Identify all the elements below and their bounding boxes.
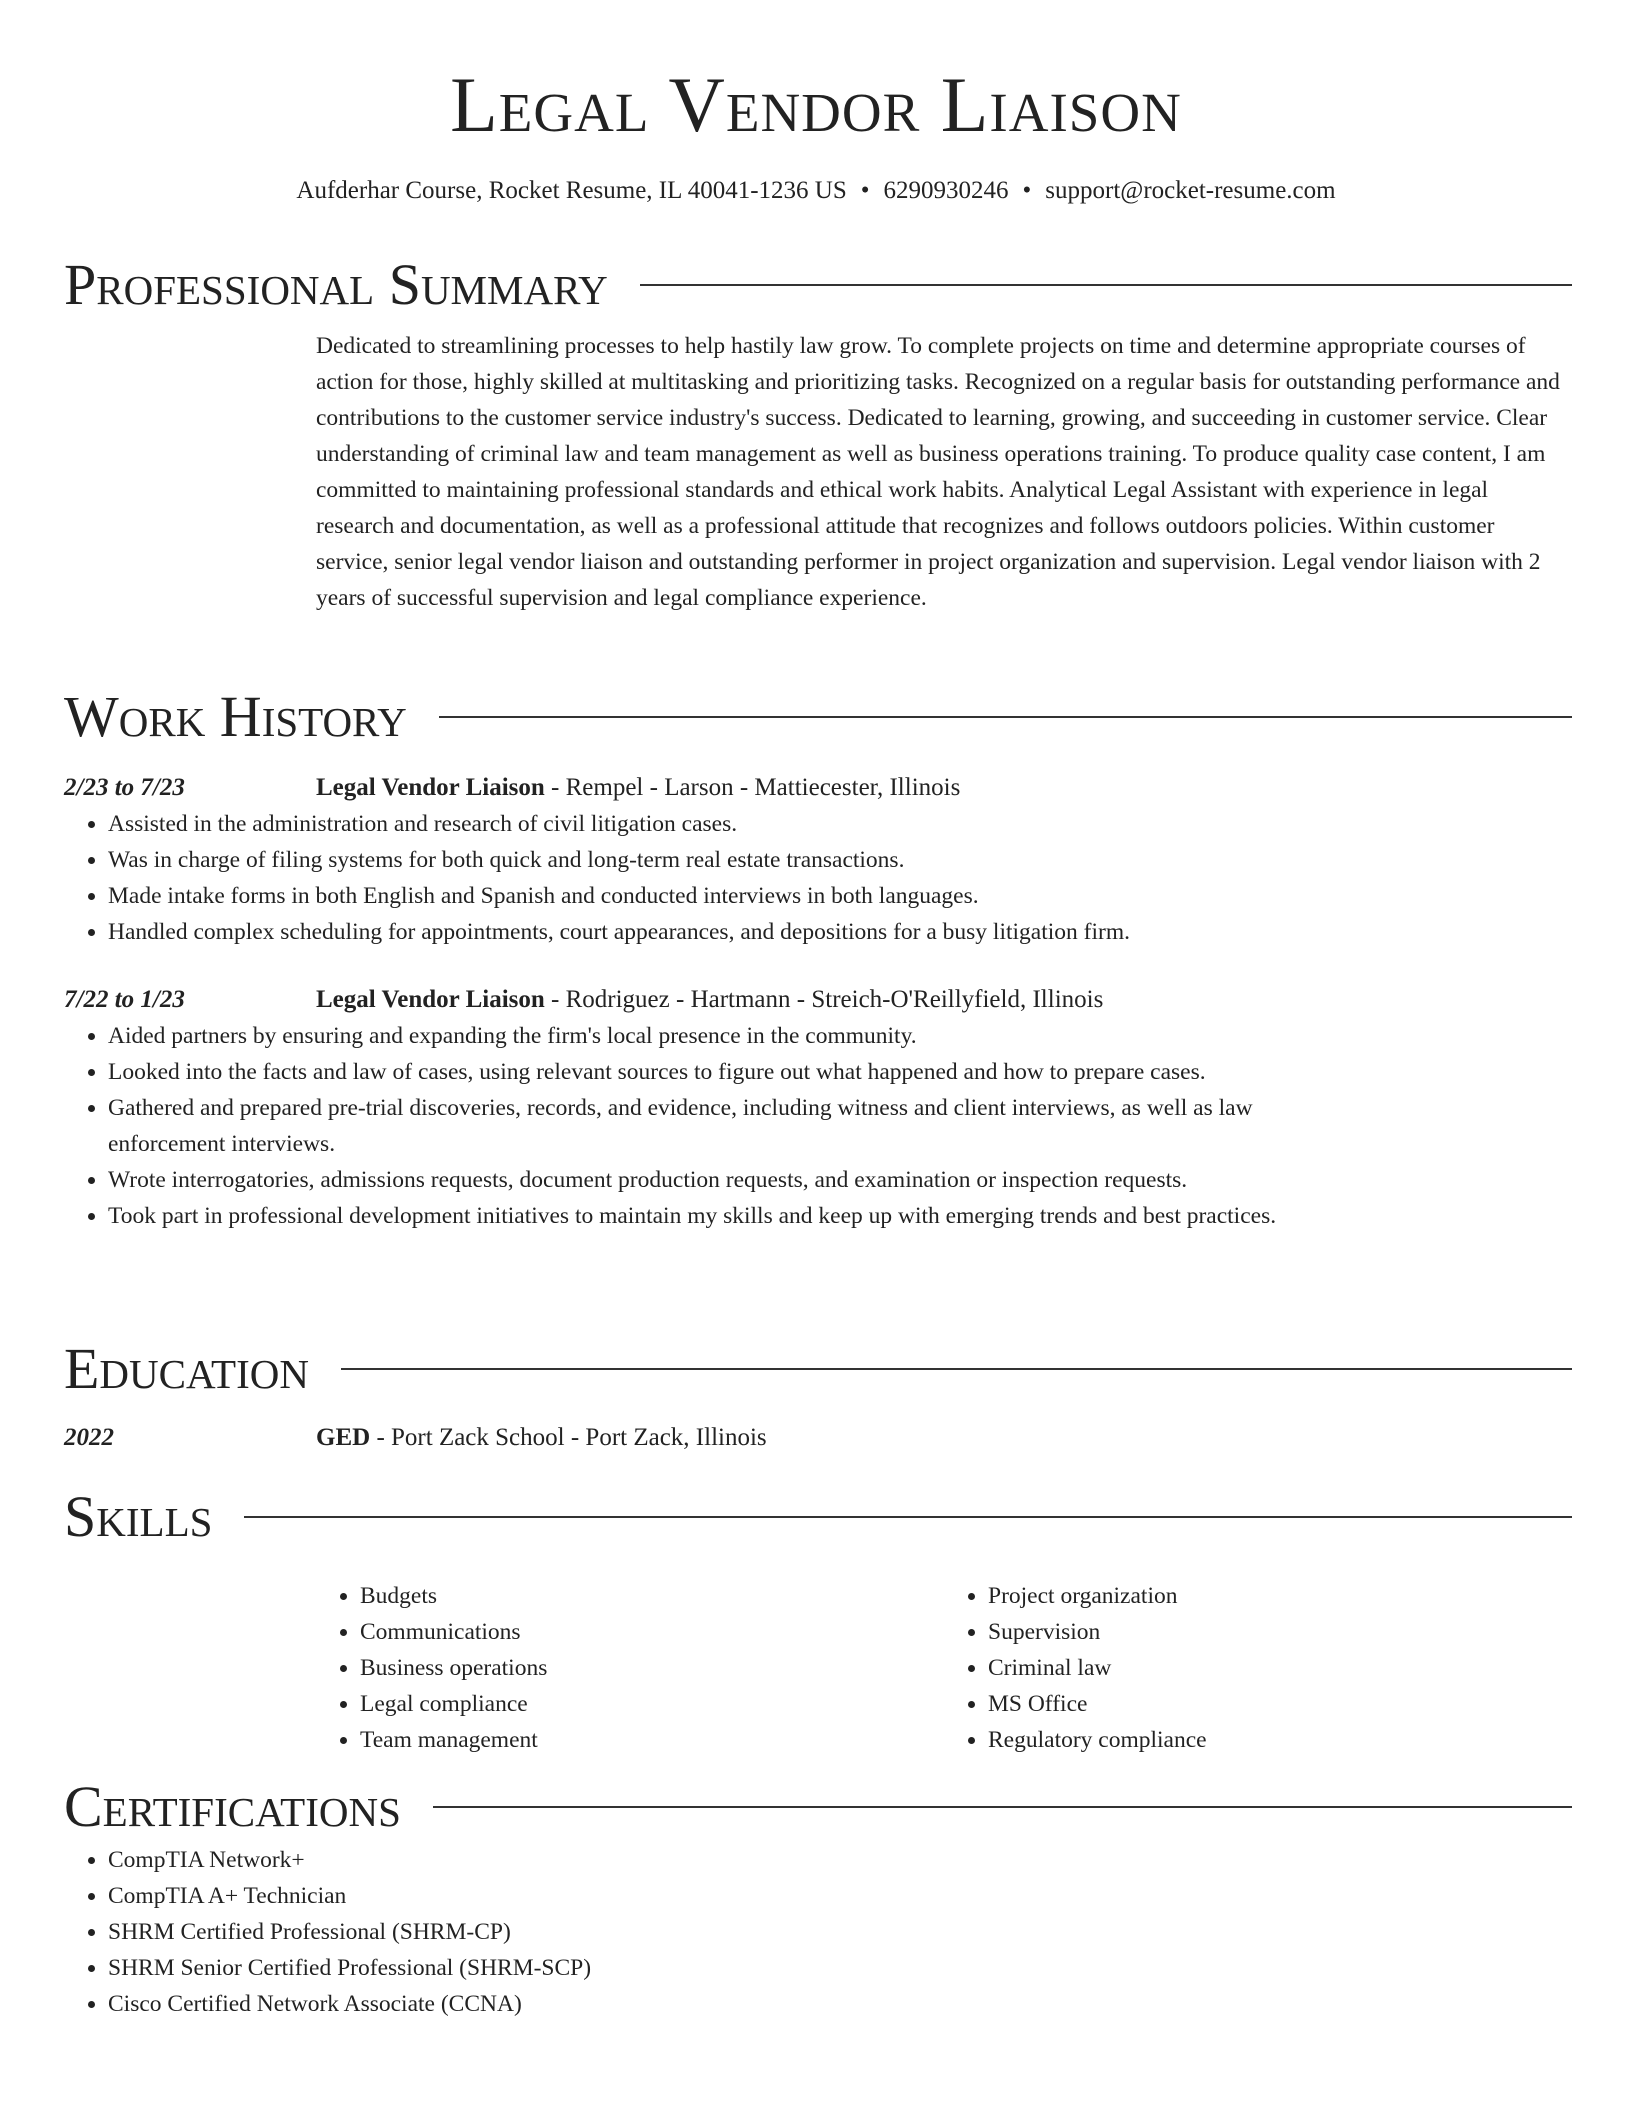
job-dates: 7/22 to 1/23 <box>64 986 185 1013</box>
skill-item: • Business operations <box>360 1650 944 1686</box>
summary-heading-row <box>64 250 1572 320</box>
certification-item: • SHRM Certified Professional (SHRM-CP) <box>108 1914 1572 1950</box>
education-year: 2022 <box>64 1424 114 1451</box>
job-title: Legal Vendor Liaison <box>316 774 545 801</box>
job-bullet: • Gathered and prepared pre-trial discoveries, records, and evidence, including witness and client interviews, as well as law enforcement interviews. <box>108 1090 1320 1162</box>
job-bullet-list <box>64 806 1572 950</box>
certification-item: • SHRM Senior Certified Professional (SHRM-SCP) <box>108 1950 1572 1986</box>
section-divider <box>439 716 1572 718</box>
summary-section <box>64 250 1572 616</box>
job-bullet: • Made intake forms in both English and Spanish and conducted interviews in both languages. <box>108 878 1572 914</box>
skill-item: • Regulatory compliance <box>988 1722 1572 1758</box>
skill-item: • Criminal law <box>988 1650 1572 1686</box>
job-bullet: • Assisted in the administration and research of civil litigation cases. <box>108 806 1572 842</box>
education-heading-line <box>316 1420 1572 1456</box>
skills-heading-row <box>64 1482 1572 1552</box>
skill-item: • Legal compliance <box>360 1686 944 1722</box>
section-divider <box>244 1516 1572 1518</box>
certification-item: • CompTIA A+ Technician <box>108 1878 1572 1914</box>
work-history-heading-row <box>64 682 1572 752</box>
job-title: Legal Vendor Liaison <box>316 986 545 1013</box>
section-divider <box>341 1368 1572 1370</box>
work-history-heading: Work History <box>64 684 407 749</box>
job-bullet: • Wrote interrogatories, admissions requests, document production requests, and examination or inspection requests. <box>108 1162 1320 1198</box>
skills-section <box>64 1482 1572 1758</box>
education-section <box>64 1334 1572 1456</box>
job-bullet-list <box>64 1018 1320 1234</box>
job-entry <box>64 770 1572 950</box>
education-school: - Port Zack School - Port Zack, Illinois <box>370 1424 767 1451</box>
certifications-heading: Certifications <box>64 1774 401 1839</box>
skill-item: • MS Office <box>988 1686 1572 1722</box>
education-heading-row <box>64 1334 1572 1404</box>
job-heading <box>316 770 1572 806</box>
education-degree: GED <box>316 1424 371 1451</box>
certifications-heading-row <box>64 1772 1572 1842</box>
contact-separator: • <box>860 177 870 204</box>
job-entry <box>64 982 1572 1234</box>
summary-text: Dedicated to streamlining processes to help hastily law grow. To complete projects on time and determine appropriate courses of action for those, highly skilled at multitasking and prioritizing tasks. Recognized on a regular basis for outstanding performance and contributions to the customer service industry's success. Dedicated to learning, growing, and succeeding in customer service. Clear understanding of criminal law and team management as well as business operations training. To produce quality case content, I am committed to maintaining professional standards and ethical work habits. Analytical Legal Assistant with experience in legal research and documentation, as well as a professional attitude that recognizes and follows outdoors policies. Within customer service, senior legal vendor liaison and outstanding performer in project organization and supervision. Legal vendor liaison with 2 years of successful supervision and legal compliance experience. <box>316 333 1560 611</box>
section-divider <box>640 284 1572 286</box>
certifications-section <box>64 1772 1572 2022</box>
certification-item: • Cisco Certified Network Associate (CCNA) <box>108 1986 1572 2022</box>
job-employer: - Rodriguez - Hartmann - Streich-O'Reillyfield, Illinois <box>544 986 1104 1013</box>
skill-item: • Communications <box>360 1614 944 1650</box>
candidate-name: Legal Vendor Liaison <box>450 61 1182 148</box>
skill-item: • Supervision <box>988 1614 1572 1650</box>
education-heading: Education <box>64 1336 309 1401</box>
job-bullet: • Aided partners by ensuring and expanding the firm's local presence in the community. <box>108 1018 1320 1054</box>
job-bullet: • Looked into the facts and law of cases, using relevant sources to figure out what happened and how to prepare cases. <box>108 1054 1320 1090</box>
certifications-list <box>64 1842 1572 2022</box>
job-heading <box>316 982 1572 1018</box>
skill-item: • Project organization <box>988 1578 1572 1614</box>
contact-line <box>0 174 1632 208</box>
skills-list-right <box>944 1578 1572 1758</box>
job-employer: - Rempel - Larson - Mattiecester, Illinois <box>544 774 961 801</box>
contact-separator: • <box>1022 177 1032 204</box>
contact-address: Aufderhar Course, Rocket Resume, IL 40041-1236 US <box>296 177 847 204</box>
job-bullet: • Handled complex scheduling for appointments, court appearances, and depositions for a busy litigation firm. <box>108 914 1572 950</box>
summary-heading: Professional Summary <box>64 252 608 317</box>
job-bullet: • Took part in professional development initiatives to maintain my skills and keep up with emerging trends and best practices. <box>108 1198 1320 1234</box>
certification-item: • CompTIA Network+ <box>108 1842 1572 1878</box>
skills-list-left <box>316 1578 944 1758</box>
skill-item: • Team management <box>360 1722 944 1758</box>
education-entry <box>64 1420 1572 1456</box>
contact-email[interactable]: support@rocket-resume.com <box>1045 177 1336 204</box>
skills-heading: Skills <box>64 1484 213 1549</box>
job-dates: 2/23 to 7/23 <box>64 774 185 801</box>
work-history-section <box>64 682 1572 1234</box>
job-bullet: • Was in charge of filing systems for both quick and long-term real estate transactions. <box>108 842 1572 878</box>
skills-grid <box>316 1578 1572 1758</box>
skill-item: • Budgets <box>360 1578 944 1614</box>
section-divider <box>433 1806 1572 1808</box>
contact-phone: 6290930246 <box>883 177 1009 204</box>
